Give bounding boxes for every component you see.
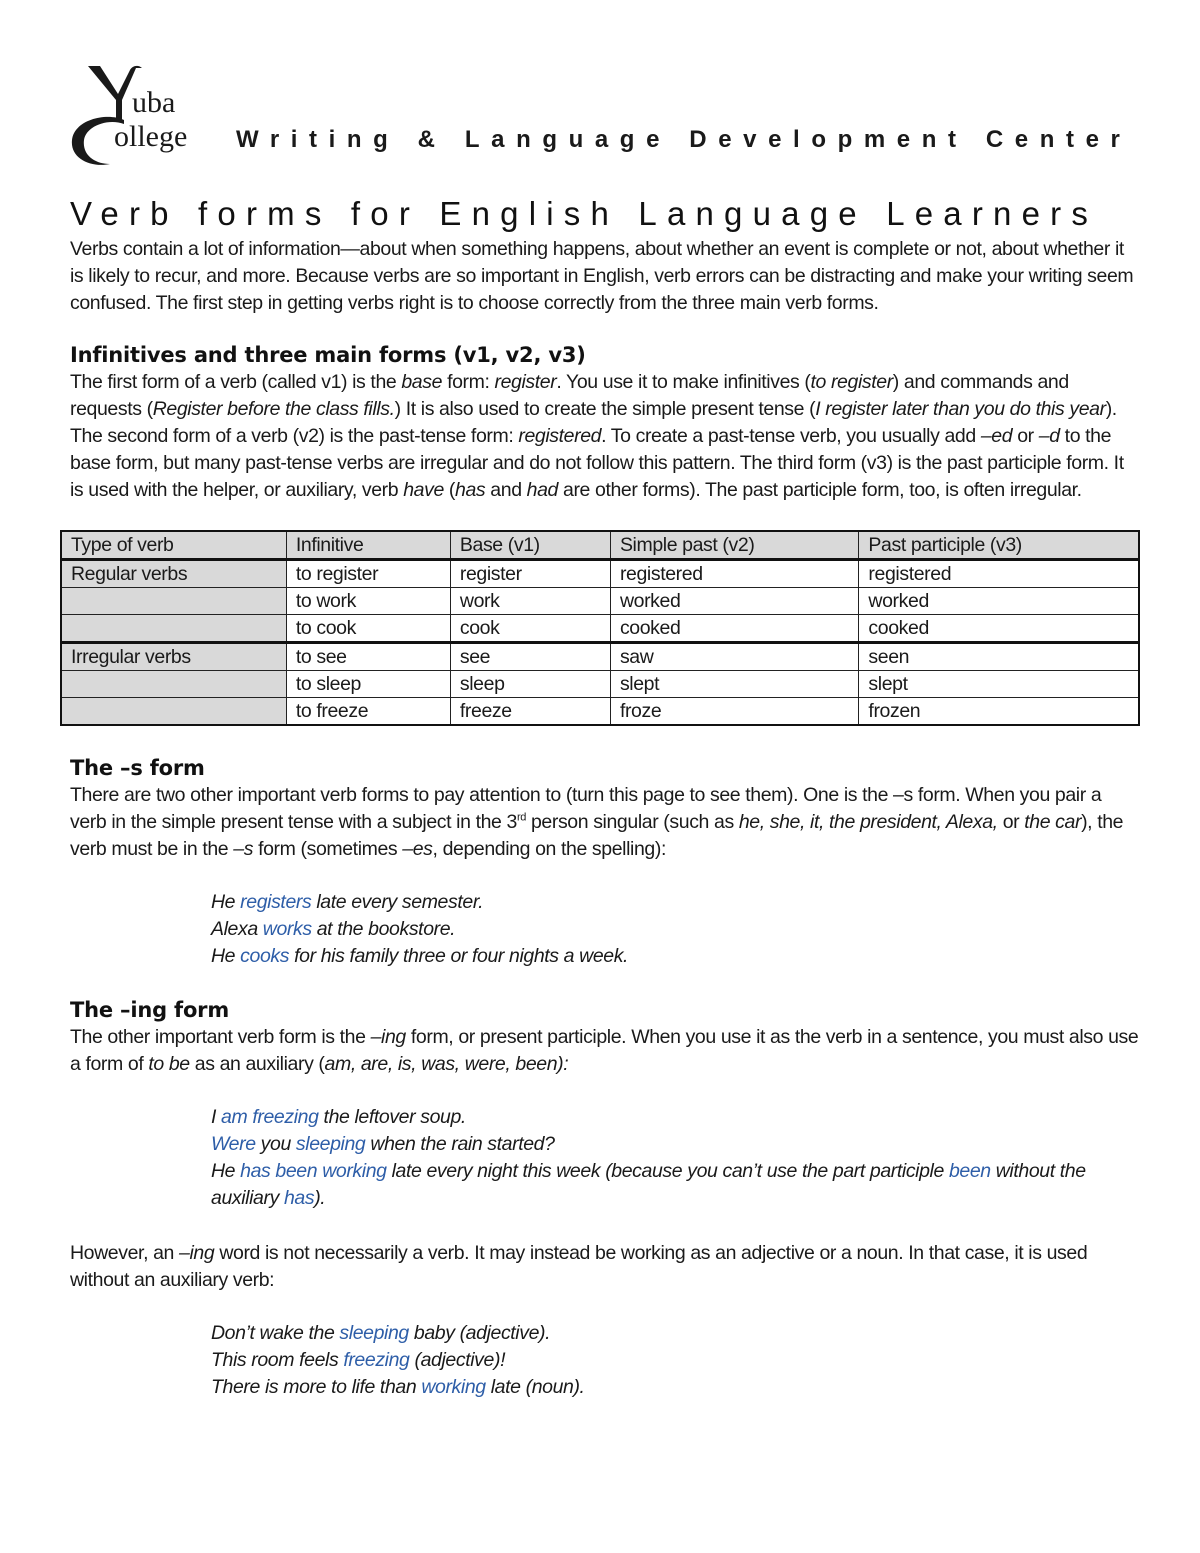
table-cell: to register [286, 560, 450, 588]
table-cell: froze [610, 698, 858, 726]
table-cell: worked [859, 588, 1139, 615]
table-cell: worked [610, 588, 858, 615]
table-cell: slept [610, 671, 858, 698]
table-cell: to cook [286, 615, 450, 643]
table-row [61, 643, 1139, 671]
center-name: Writing & Language Development Center [236, 126, 1132, 153]
table-cell: see [450, 643, 610, 671]
table-header-cell: Type of verb [61, 531, 286, 560]
example-sentence: Were you sleeping when the rain started? [211, 1133, 555, 1155]
table-cell [61, 615, 286, 643]
table-row [61, 671, 1139, 698]
table-cell: cook [450, 615, 610, 643]
example-sentence: He registers late every semester. [211, 891, 484, 913]
table-row [61, 615, 1139, 643]
table-header-cell: Simple past (v2) [610, 531, 858, 560]
table-header-cell: Past participle (v3) [859, 531, 1139, 560]
table-cell: saw [610, 643, 858, 671]
s-form-examples [70, 889, 1140, 970]
example-sentence: He has been working late every night this week (because you can’t use the part participle been without the auxiliary has). [211, 1160, 1086, 1209]
ing-form-paragraph: The other important verb form is the –ing form, or present participle. When you use it as the verb in a sentence, you must also use a form of to be as an auxiliary (am, are, is, was, were, been): [70, 1026, 1139, 1075]
table-cell: cooked [610, 615, 858, 643]
table-cell: to see [286, 643, 450, 671]
svg-text:uba: uba [132, 86, 176, 119]
page-title: Verb forms for English Language Learners [70, 195, 1099, 232]
s-form-heading: The –s form [70, 756, 205, 780]
table-cell: slept [859, 671, 1139, 698]
verb-forms-table [60, 530, 1140, 726]
table-cell: frozen [859, 698, 1139, 726]
table-row [61, 698, 1139, 726]
table-row [61, 588, 1139, 615]
table-cell: register [450, 560, 610, 588]
table-cell: seen [859, 643, 1139, 671]
example-sentence: Alexa works at the bookstore. [211, 918, 456, 940]
table-cell: Irregular verbs [61, 643, 286, 671]
table-cell [61, 698, 286, 726]
table-cell: work [450, 588, 610, 615]
table-cell: sleep [450, 671, 610, 698]
example-sentence: Don’t wake the sleeping baby (adjective). [211, 1322, 551, 1344]
example-sentence: I am freezing the leftover soup. [211, 1106, 466, 1128]
table-cell: Regular verbs [61, 560, 286, 588]
svg-text:ollege: ollege [114, 120, 188, 153]
ing-form-heading: The –ing form [70, 998, 230, 1022]
table-cell: to sleep [286, 671, 450, 698]
infinitives-paragraph: The first form of a verb (called v1) is the base form: register. You use it to make infinitives (to register) and commands and requests (Register before the class fills.) It is also used to create the simple present tense (I register later than you do this year). The second form of a verb (v2) is the past-tense form: registered. To create a past-tense verb, you usually add –ed or –d to the base form, but many past-tense verbs are irregular and do not follow this pattern. The third form (v3) is the past participle form. It is used with the helper, or auxiliary, verb have (has and had are other forms). The past participle form, too, is often irregular. [70, 371, 1124, 501]
ing-form-examples [70, 1104, 1140, 1212]
table-row [61, 560, 1139, 588]
table-header-cell: Base (v1) [450, 531, 610, 560]
yuba-college-logo [66, 60, 216, 170]
document-body [70, 192, 1140, 1401]
infinitives-heading: Infinitives and three main forms (v1, v2, v3) [70, 343, 586, 367]
ing-nonverb-examples [70, 1320, 1140, 1401]
table-cell: cooked [859, 615, 1139, 643]
table-cell [61, 588, 286, 615]
intro-paragraph: Verbs contain a lot of information—about when something happens, about whether an event is complete or not, about whether it is likely to recur, and more. Because verbs are so important in English, verb errors can be distracting and make your writing seem confused. The first step in getting verbs right is to choose correctly from the three main verb forms. [70, 238, 1134, 314]
example-sentence: There is more to life than working late (noun). [211, 1376, 585, 1398]
example-sentence: This room feels freezing (adjective)! [211, 1349, 506, 1371]
table-header-cell: Infinitive [286, 531, 450, 560]
table-cell: registered [610, 560, 858, 588]
s-form-paragraph: There are two other important verb forms to pay attention to (turn this page to see them). One is the –s form. When you pair a verb in the simple present tense with a subject in the 3rd person singular (such as he, she, it, the president, Alexa, or the car), the verb must be in the –s form (sometimes –es, depending on the spelling): [70, 784, 1124, 860]
example-sentence: He cooks for his family three or four nights a week. [211, 945, 629, 967]
table-cell: to work [286, 588, 450, 615]
however-paragraph: However, an –ing word is not necessarily a verb. It may instead be working as an adjective or a noun. In that case, it is used without an auxiliary verb: [70, 1242, 1088, 1291]
table-cell [61, 671, 286, 698]
table-cell: to freeze [286, 698, 450, 726]
table-cell: registered [859, 560, 1139, 588]
table-cell: freeze [450, 698, 610, 726]
table-header-row [61, 531, 1139, 560]
